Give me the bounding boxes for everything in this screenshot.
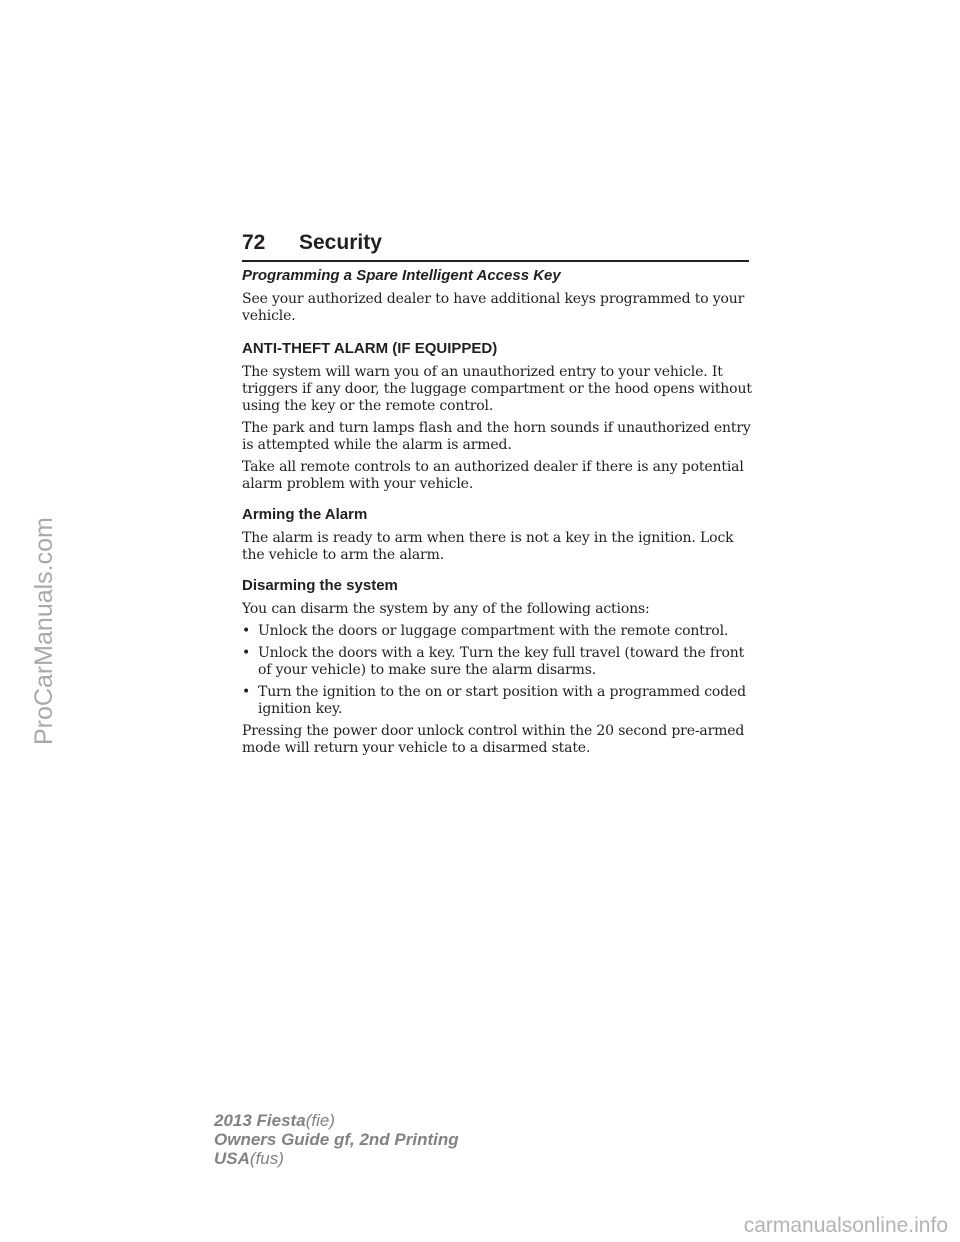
page-number: 72 xyxy=(242,231,266,254)
list-item-text: Turn the ignition to the on or start position with a programmed coded ignition key. xyxy=(258,684,746,717)
bullet-icon: • xyxy=(242,684,251,700)
disarming-heading: Disarming the system xyxy=(242,577,398,594)
page-header xyxy=(242,230,749,262)
footer-line-2 xyxy=(214,1130,459,1149)
footer-market-code: (fus) xyxy=(249,1149,284,1168)
alarm-paragraph-1: The system will warn you of an unauthorized entry to your vehicle. It triggers if any door, the luggage compartment or the hood opens without using the key or the remote control. xyxy=(242,364,752,414)
arming-text: The alarm is ready to arm when there is not a key in the ignition. Lock the vehicle to arm the alarm. xyxy=(242,530,734,563)
bullet-icon: • xyxy=(242,645,251,661)
disarming-intro: You can disarm the system by any of the following actions: xyxy=(242,601,650,617)
alarm-paragraph-3: Take all remote controls to an authorized dealer if there is any potential alarm problem with your vehicle. xyxy=(242,459,744,492)
list-item-text: Unlock the doors or luggage compartment with the remote control. xyxy=(258,623,729,639)
footer-model-code: (fie) xyxy=(305,1111,335,1130)
alarm-heading: ANTI-THEFT ALARM (IF EQUIPPED) xyxy=(242,340,498,357)
list-item xyxy=(242,645,757,679)
footer-market: USA xyxy=(214,1149,250,1168)
footer-guide: Owners Guide gf, 2nd Printing xyxy=(214,1130,459,1149)
list-item-text: Unlock the doors with a key. Turn the key full travel (toward the front of your vehicle) to make sure the alarm disarms. xyxy=(258,645,745,678)
document-footer xyxy=(214,1111,459,1168)
section-title: Security xyxy=(299,231,382,254)
spare-key-heading: Programming a Spare Intelligent Access Key xyxy=(242,267,561,284)
disarming-outro: Pressing the power door unlock control within the 20 second pre-armed mode will return your vehicle to a disarmed state. xyxy=(242,723,745,756)
side-watermark xyxy=(30,517,60,975)
alarm-paragraph-2: The park and turn lamps flash and the horn sounds if unauthorized entry is attempted while the alarm is armed. xyxy=(242,420,751,453)
side-watermark-text: ProCarManuals.com xyxy=(30,517,58,745)
bottom-watermark: carmanualsonline.info xyxy=(743,1214,948,1237)
page-content xyxy=(242,266,757,757)
list-item xyxy=(242,684,757,718)
spare-key-text: See your authorized dealer to have additional keys programmed to your vehicle. xyxy=(242,291,745,324)
arming-heading: Arming the Alarm xyxy=(242,506,368,523)
footer-line-1 xyxy=(214,1111,459,1130)
footer-line-3 xyxy=(214,1149,459,1168)
bullet-icon: • xyxy=(242,623,251,639)
footer-model: 2013 Fiesta xyxy=(214,1111,306,1130)
list-item xyxy=(242,623,757,640)
